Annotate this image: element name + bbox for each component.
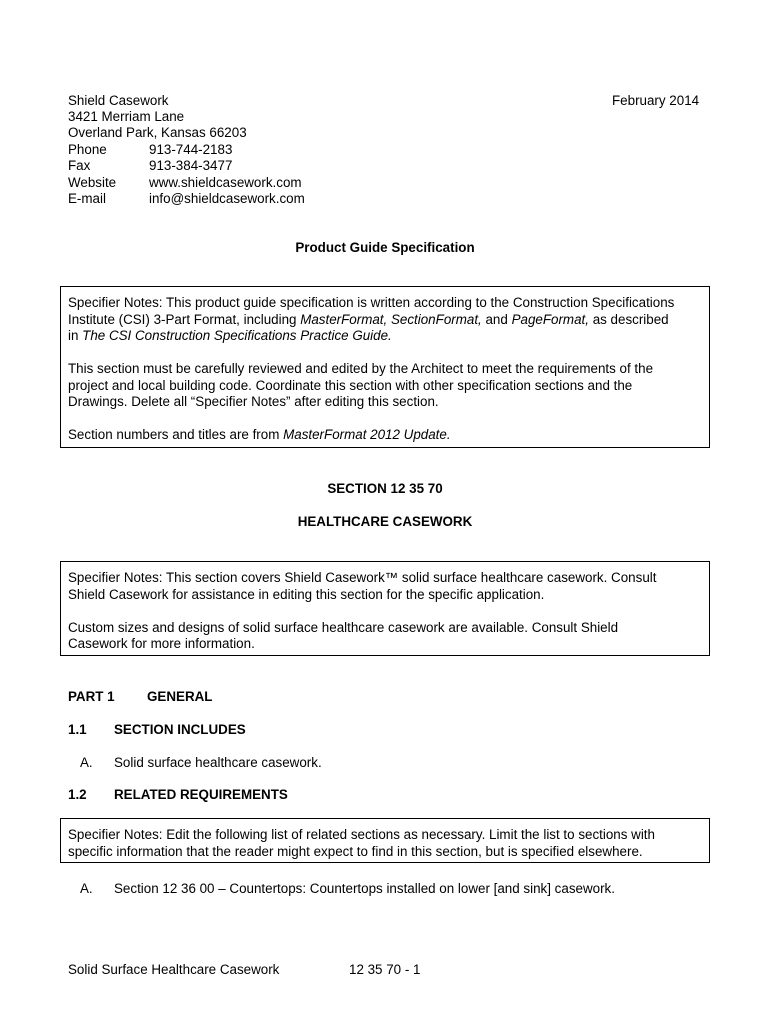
note1-line-5: project and local building code. Coordinate this section with other specification sections and the — [68, 377, 633, 393]
note2-line-1: Specifier Notes: This section covers Shield Casework™ solid surface healthcare casework. Consult — [68, 570, 657, 585]
note3-line-1: Specifier Notes: Edit the following list of related sections as necessary. Limit the list to sections with — [68, 827, 655, 842]
paragraph-letter-1-2-a: A. — [80, 881, 93, 896]
specifier-note-box-1 — [60, 286, 710, 448]
contact-value-email: info@shieldcasework.com — [149, 191, 305, 206]
article-title-1-2: RELATED REQUIREMENTS — [114, 787, 288, 802]
article-number-1-1: 1.1 — [68, 722, 87, 737]
part-title: GENERAL — [147, 689, 213, 704]
contact-label-website: Website — [68, 175, 117, 190]
contact-value-phone: 913-744-2183 — [149, 142, 233, 157]
note1-line-6: Drawings. Delete all “Specifier Notes” after editing this section. — [68, 394, 439, 409]
note1-line-1: Specifier Notes: This product guide specification is written according to the Construction Specifications — [68, 295, 675, 310]
specifier-note-box-2 — [60, 561, 710, 656]
company-name: Shield Casework — [68, 93, 169, 108]
note2-line-2: Shield Casework for assistance in editing this section for the specific application. — [68, 586, 545, 602]
note1-line-7: Section numbers and titles are from MasterFormat 2012 Update. — [68, 427, 451, 442]
section-title: HEALTHCARE CASEWORK — [297, 514, 473, 529]
address-line-1: 3421 Merriam Lane — [68, 109, 185, 124]
specifier-note-box-3 — [60, 818, 710, 863]
note3-line-2: specific information that the reader might expect to find in this section, but is specified elsewhere. — [68, 843, 643, 859]
footer-title: Solid Surface Healthcare Casework — [68, 962, 280, 977]
footer-page-number: 12 35 70 - 1 — [349, 962, 421, 977]
paragraph-text-1-2-a: Section 12 36 00 – Countertops: Countertops installed on lower [and sink] casework. — [114, 881, 615, 896]
address-line-2: Overland Park, Kansas 66203 — [68, 125, 247, 140]
part-label: PART 1 — [68, 689, 115, 704]
note1-line-2: Institute (CSI) 3-Part Format, including MasterFormat, SectionFormat, and PageFormat, as described — [68, 311, 669, 327]
contact-label-phone: Phone — [68, 142, 107, 157]
section-number: SECTION 12 35 70 — [327, 481, 443, 496]
contact-label-email: E-mail — [68, 191, 106, 206]
article-number-1-2: 1.2 — [68, 787, 87, 802]
article-title-1-1: SECTION INCLUDES — [114, 722, 246, 737]
document-date: February 2014 — [612, 93, 700, 108]
paragraph-letter-1-1-a: A. — [80, 755, 93, 770]
paragraph-text-1-1-a: Solid surface healthcare casework. — [114, 755, 322, 770]
note1-line-3: in The CSI Construction Specifications Practice Guide. — [68, 328, 392, 343]
contact-label-fax: Fax — [68, 158, 91, 173]
note2-line-4: Casework for more information. — [68, 636, 255, 651]
note1-line-4: This section must be carefully reviewed and edited by the Architect to meet the requirements of the — [68, 361, 654, 376]
contact-value-website: www.shieldcasework.com — [149, 175, 302, 190]
doc-title: Product Guide Specification — [295, 240, 475, 255]
note2-line-3: Custom sizes and designs of solid surface healthcare casework are available. Consult Shield — [68, 619, 619, 635]
contact-value-fax: 913-384-3477 — [149, 158, 233, 173]
